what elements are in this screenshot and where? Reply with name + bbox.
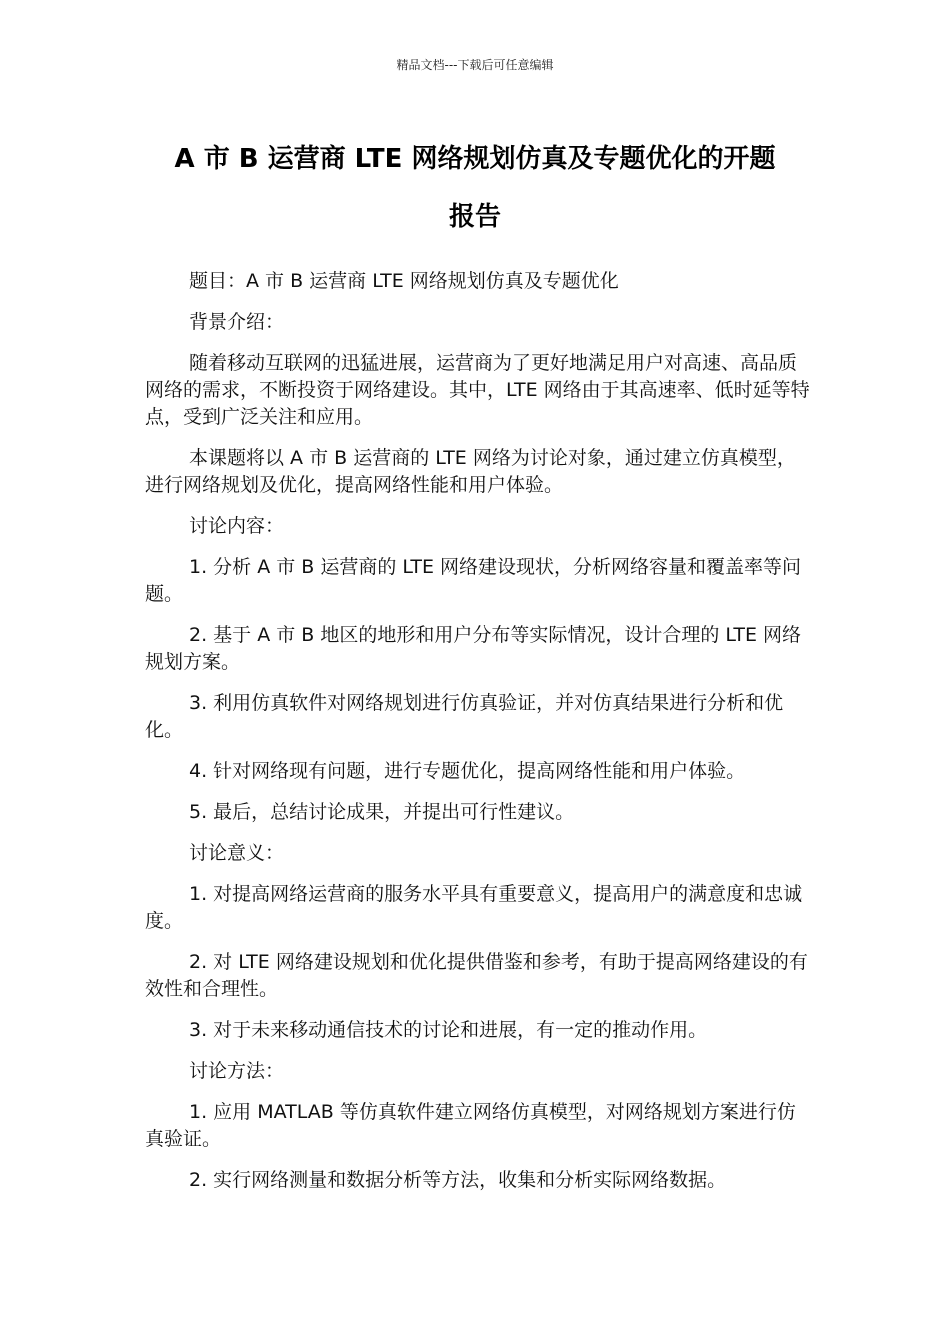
heading-content: 讨论内容： bbox=[189, 515, 285, 537]
list-item-significance-1: 1. 对提高网络运营商的服务水平具有重要意义，提高用户的满意度和忠诚度。 bbox=[145, 883, 803, 932]
list-item-methods-2: 2. 实行网络测量和数据分析等方法，收集和分析实际网络数据。 bbox=[189, 1169, 727, 1191]
header-note: 精品文档---下载后可任意编辑 bbox=[396, 58, 554, 72]
heading-significance: 讨论意义： bbox=[189, 842, 285, 864]
title-line-2: 报告 bbox=[448, 202, 501, 232]
paragraph-topic: 题目：A 市 B 运营商 LTE 网络规划仿真及专题优化 bbox=[189, 270, 619, 292]
list-item-significance-3: 3. 对于未来移动通信技术的讨论和进展，有一定的推动作用。 bbox=[189, 1019, 708, 1041]
paragraph-background-1: 随着移动互联网的迅猛进展，运营商为了更好地满足用户对高速、高品质网络的需求，不断投资于网络建设。其中，LTE 网络由于其高速率、低时延等特点，受到广泛关注和应用。 bbox=[145, 352, 810, 428]
paragraph-background-2: 本课题将以 A 市 B 运营商的 LTE 网络为讨论对象，通过建立仿真模型，进行网络规划及优化，提高网络性能和用户体验。 bbox=[145, 447, 796, 496]
list-item-content-1: 1. 分析 A 市 B 运营商的 LTE 网络建设现状，分析网络容量和覆盖率等问题。 bbox=[145, 556, 802, 605]
list-item-content-2: 2. 基于 A 市 B 地区的地形和用户分布等实际情况，设计合理的 LTE 网络规划方案。 bbox=[145, 624, 802, 673]
heading-background: 背景介绍： bbox=[189, 311, 285, 333]
list-item-content-4: 4. 针对网络现有问题，进行专题优化，提高网络性能和用户体验。 bbox=[189, 760, 746, 782]
heading-methods: 讨论方法： bbox=[189, 1060, 285, 1082]
document-title bbox=[140, 130, 810, 246]
list-item-content-5: 5. 最后，总结讨论成果，并提出可行性建议。 bbox=[189, 801, 575, 823]
list-item-content-3: 3. 利用仿真软件对网络规划进行仿真验证，并对仿真结果进行分析和优化。 bbox=[145, 692, 784, 741]
document-body bbox=[145, 268, 810, 1208]
title-line-1: A 市 B 运营商 LTE 网络规划仿真及专题优化的开题 bbox=[174, 144, 776, 174]
list-item-methods-1: 1. 应用 MATLAB 等仿真软件建立网络仿真模型，对网络规划方案进行仿真验证。 bbox=[145, 1101, 796, 1150]
list-item-significance-2: 2. 对 LTE 网络建设规划和优化提供借鉴和参考，有助于提高网络建设的有效性和合理性。 bbox=[145, 951, 808, 1000]
